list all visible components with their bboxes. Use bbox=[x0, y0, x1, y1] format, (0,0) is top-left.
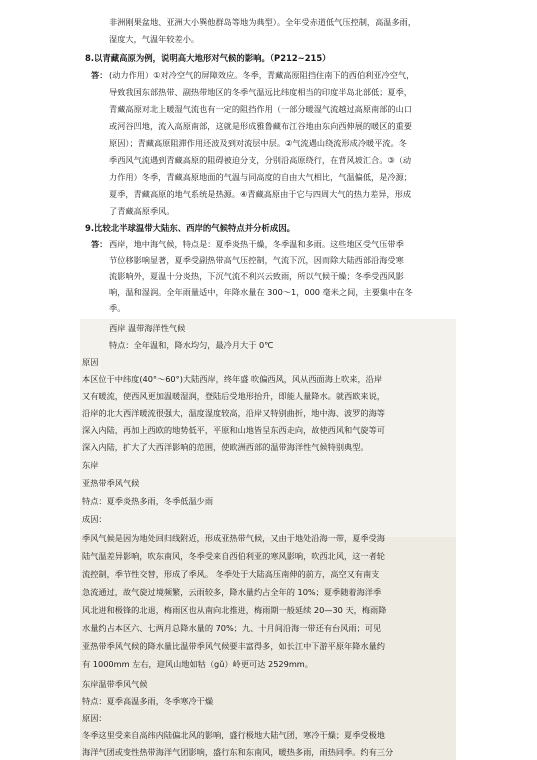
q8-line-3: 青藏高原对北上暖湿气流也有一定的阻挡作用（一部分暖湿气流越过高原南部的山口 bbox=[109, 104, 412, 114]
east-temperate-features: 特点：夏季高温多雨，冬季寒冷干燥 bbox=[82, 696, 214, 706]
q8-line-5: 原因）；青藏高原阻滞作用还波及到对流层中层。②气流遇山绕流形成冷暖平流。冬 bbox=[109, 138, 407, 148]
q9-line-1: 西岸，地中海气候，特点是：夏季炎热干燥，冬季温和多雨。这些地区受气压带季 bbox=[109, 239, 404, 249]
intro-line-2: 湿度大，气温年较差小。 bbox=[109, 34, 200, 44]
question-8-heading: 8.以青藏高原为例，说明高大地形对气候的影响。（P212~215） bbox=[85, 53, 331, 63]
east-sub-cause-line-8: 有 1000mm 左右，迎风山地如牯（gǔ）岭更可达 2529mm。 bbox=[82, 659, 313, 669]
intro-line-1: 非洲刚果盆地、亚洲大小巽他群岛等地为典型）。全年受赤道低气压控制，高温多雨， bbox=[109, 17, 417, 27]
east-sub-cause-line-3: 流控制，季节性交替，形成了季风。 冬季处于大陆高压南伸的前方，高空又有南支 bbox=[82, 569, 380, 579]
q9-line-2: 节位移影响显著，夏季受副热带高气压控制，气流下沉，因而除大陆西部沿海受寒 bbox=[109, 255, 404, 265]
east-sub-cause-line-6: 水量约占本区六、七两月总降水量的 70%；九、十月间沿海一带还有台风雨；可见 bbox=[82, 623, 382, 633]
west-oceanic-features: 特点：全年温和，降水均匀，最冷月大于 0℃ bbox=[109, 340, 274, 350]
west-cause-line-3: 沿岸的北大西洋暖流很强大，温度湿度较高，沿岸又特别曲折，地中海、波罗的海等 bbox=[82, 408, 385, 418]
q8-line-4: 或河谷凹地，流入高原南部，这就是形成雅鲁藏布江谷地由东向西伸展的暖区的重要 bbox=[109, 121, 412, 131]
question-9-answer-label: 答： bbox=[91, 239, 108, 249]
west-cause-line-1: 本区位于中纬度(40°～60°)大陆西岸，终年盛 吹偏西风，风从西面海上吹来，沿岸 bbox=[82, 374, 383, 384]
west-oceanic-title: 西岸 温带海洋性气候 bbox=[109, 323, 186, 333]
q8-line-1: (动力作用）①对冷空气的屏障效应。冬季，青藏高原阻挡住南下的西伯利亚冷空气， bbox=[109, 70, 415, 80]
q9-line-3: 流影响外，夏温十分炎热，下沉气流不利兴云致雨，所以气候干燥；冬季受西风影 bbox=[109, 271, 404, 281]
q8-line-7: 力作用）冬季，青藏高原地面的气温与同高度的自由大气相比，气温偏低，是冷源； bbox=[109, 172, 412, 182]
question-8-answer-label: 答： bbox=[91, 70, 108, 80]
q9-line-4: 响，温和湿润。全年雨量适中，年降水量在 300～1，000 毫米之间，主要集中在冬 bbox=[109, 287, 413, 297]
east-sub-cause-line-2: 陆气温差异影响，吹东南风，冬季受来自西伯利亚的寒风影响，吹西北风，这一者轮 bbox=[82, 551, 385, 561]
question-9-heading: 9.比较北半球温带大陆东、西岸的气候特点并分析成因。 bbox=[85, 223, 296, 233]
q8-line-9: 了青藏高原季风。 bbox=[109, 206, 175, 216]
q9-line-5: 季。 bbox=[109, 303, 126, 313]
east-sub-cause-line-5: 风北进和极锋的北退，梅雨区也从南向北推进，梅雨期一般延续 20—30 天，梅雨降 bbox=[82, 605, 387, 615]
east-temp-cause-line-2: 海洋气团或变性热带海洋气团影响，盛行东和东南风，暖热多雨，雨热同季。约有三分 bbox=[82, 747, 394, 757]
east-subtropical-title: 亚热带季风气候 bbox=[82, 478, 140, 488]
west-cause-line-2: 又有暖流，使西风更加温暖湿润，登陆后受地形抬升，即能人量降水。就西欧来说， bbox=[82, 391, 385, 401]
q8-line-6: 季西风气流遇到青藏高原的阻碍被迫分支，分别沿高原绕行，在背风坡汇合。③（动 bbox=[109, 155, 412, 165]
east-subtropical-features: 特点：夏季炎热多雨，冬季低温少雨 bbox=[82, 496, 214, 506]
east-temperate-title: 东岸温带季风气候 bbox=[82, 679, 148, 689]
west-oceanic-cause-label: 原因 bbox=[82, 357, 99, 367]
q8-line-2: 导致我国东部热带、副热带地区的冬季气温远比纬度相当的印度半岛北部低；夏季， bbox=[109, 87, 412, 97]
west-cause-line-5: 深入内陆，扩大了大西洋影响的范围，使欧洲西部的温带海洋性气候特别典型。 bbox=[82, 442, 369, 452]
east-sub-cause-line-1: 季风气候是因为地处回归线附近，形成亚热带气候，又由于地处沿海一带，夏季受海 bbox=[82, 533, 385, 543]
east-temperate-cause-label: 原因： bbox=[82, 713, 107, 723]
east-label: 东岸 bbox=[82, 460, 99, 470]
east-sub-cause-line-4: 急流通过，故气旋过境频繁，云雨较多，降水量约占全年的 10%；夏季随着海洋季 bbox=[82, 587, 382, 597]
west-cause-line-4: 深入内陆，再加上西欧的地势低平，平原和山地皆呈东西走向，故使西风和气旋等可 bbox=[82, 425, 385, 435]
east-sub-cause-line-7: 亚热带季风气候的降水量比温带季风气候要丰富得多，如长江中下游平原年降水量约 bbox=[82, 641, 385, 651]
east-temp-cause-line-1: 冬季这里受来自高纬内陆偏北风的影响，盛行极地大陆气团，寒冷干燥；夏季受极地 bbox=[82, 730, 385, 740]
east-subtropical-cause-label: 成因： bbox=[82, 514, 107, 524]
q8-line-8: 夏季，青藏高原的地气系统是热源。④青藏高原由于它与四周大气的热力差异，形成 bbox=[109, 189, 412, 199]
